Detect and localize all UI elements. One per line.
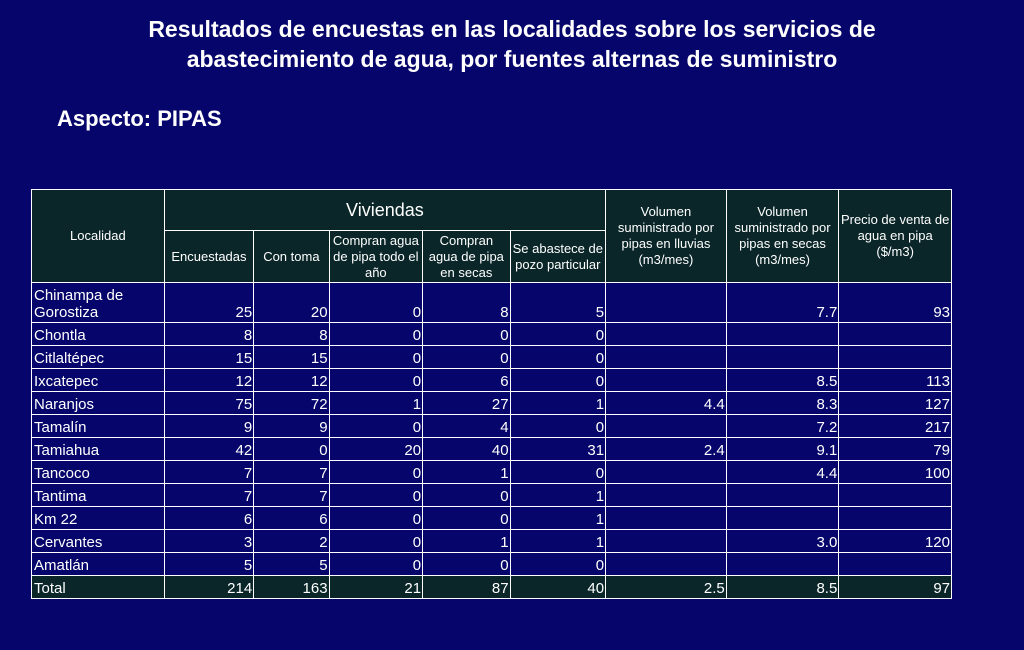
cell-compran-todo: 21 — [329, 576, 423, 599]
cell-compran-secas: 0 — [423, 484, 510, 507]
cell-con-toma: 7 — [254, 461, 329, 484]
cell-encuestadas: 9 — [164, 415, 253, 438]
cell-compran-todo: 0 — [329, 369, 423, 392]
cell-pozo: 0 — [510, 553, 606, 576]
table-row — [32, 415, 952, 438]
cell-pozo: 0 — [510, 346, 606, 369]
cell-precio: 127 — [839, 392, 952, 415]
cell-compran-todo: 0 — [329, 507, 423, 530]
cell-vol-lluvias: 4.4 — [606, 392, 727, 415]
table-row — [32, 346, 952, 369]
cell-localidad: Ixcatepec — [32, 369, 165, 392]
cell-con-toma: 2 — [254, 530, 329, 553]
cell-pozo: 1 — [510, 392, 606, 415]
cell-encuestadas: 12 — [164, 369, 253, 392]
cell-encuestadas: 6 — [164, 507, 253, 530]
cell-vol-secas: 8.3 — [726, 392, 839, 415]
header-encuestadas: Encuestadas — [164, 231, 253, 283]
cell-con-toma: 20 — [254, 283, 329, 323]
cell-vol-secas: 4.4 — [726, 461, 839, 484]
cell-localidad: Tamiahua — [32, 438, 165, 461]
cell-precio: 100 — [839, 461, 952, 484]
cell-encuestadas: 25 — [164, 283, 253, 323]
cell-localidad: Tantima — [32, 484, 165, 507]
cell-localidad: Km 22 — [32, 507, 165, 530]
cell-vol-secas: 7.2 — [726, 415, 839, 438]
table-row — [32, 484, 952, 507]
cell-pozo: 31 — [510, 438, 606, 461]
cell-encuestadas: 3 — [164, 530, 253, 553]
cell-vol-secas — [726, 346, 839, 369]
cell-con-toma: 7 — [254, 484, 329, 507]
cell-pozo: 0 — [510, 369, 606, 392]
cell-compran-todo: 0 — [329, 461, 423, 484]
cell-vol-lluvias — [606, 283, 727, 323]
cell-con-toma: 9 — [254, 415, 329, 438]
cell-precio: 113 — [839, 369, 952, 392]
header-localidad: Localidad — [32, 190, 165, 283]
cell-compran-secas: 6 — [423, 369, 510, 392]
cell-vol-secas: 7.7 — [726, 283, 839, 323]
cell-pozo: 5 — [510, 283, 606, 323]
cell-precio: 97 — [839, 576, 952, 599]
header-precio: Precio de venta de agua en pipa ($/m3) — [839, 190, 952, 283]
table-row — [32, 392, 952, 415]
cell-pozo: 0 — [510, 415, 606, 438]
header-vol-lluvias: Volumen suministrado por pipas en lluvias (m3/mes) — [606, 190, 727, 283]
cell-compran-secas: 8 — [423, 283, 510, 323]
table-row — [32, 438, 952, 461]
cell-compran-todo: 1 — [329, 392, 423, 415]
cell-compran-secas: 0 — [423, 553, 510, 576]
cell-con-toma: 72 — [254, 392, 329, 415]
cell-compran-secas: 0 — [423, 323, 510, 346]
cell-vol-lluvias — [606, 323, 727, 346]
cell-vol-secas: 8.5 — [726, 369, 839, 392]
cell-vol-lluvias — [606, 461, 727, 484]
cell-pozo: 0 — [510, 323, 606, 346]
cell-precio — [839, 484, 952, 507]
cell-localidad: Citlaltépec — [32, 346, 165, 369]
cell-vol-lluvias — [606, 553, 727, 576]
header-con-toma: Con toma — [254, 231, 329, 283]
cell-vol-secas — [726, 553, 839, 576]
cell-localidad: Cervantes — [32, 530, 165, 553]
cell-vol-lluvias: 2.5 — [606, 576, 727, 599]
table-row — [32, 507, 952, 530]
cell-compran-todo: 0 — [329, 283, 423, 323]
cell-vol-secas — [726, 484, 839, 507]
cell-vol-lluvias: 2.4 — [606, 438, 727, 461]
cell-encuestadas: 7 — [164, 484, 253, 507]
header-compran-secas: Compran agua de pipa en secas — [423, 231, 510, 283]
cell-vol-lluvias — [606, 530, 727, 553]
cell-con-toma: 5 — [254, 553, 329, 576]
cell-vol-lluvias — [606, 484, 727, 507]
cell-precio: 120 — [839, 530, 952, 553]
cell-vol-secas — [726, 323, 839, 346]
cell-vol-lluvias — [606, 369, 727, 392]
title-line-1: Resultados de encuestas en las localidades sobre los servicios de — [148, 16, 876, 42]
cell-vol-secas: 8.5 — [726, 576, 839, 599]
cell-compran-todo: 0 — [329, 346, 423, 369]
cell-precio — [839, 507, 952, 530]
cell-con-toma: 15 — [254, 346, 329, 369]
aspect-subtitle: Aspecto: PIPAS — [57, 106, 222, 131]
cell-precio — [839, 323, 952, 346]
header-pozo: Se abastece de pozo particular — [510, 231, 606, 283]
cell-precio: 217 — [839, 415, 952, 438]
cell-vol-lluvias — [606, 415, 727, 438]
cell-localidad: Amatlán — [32, 553, 165, 576]
table-row — [32, 283, 952, 323]
cell-pozo: 1 — [510, 484, 606, 507]
cell-precio: 93 — [839, 283, 952, 323]
cell-con-toma: 6 — [254, 507, 329, 530]
cell-compran-todo: 0 — [329, 530, 423, 553]
cell-pozo: 40 — [510, 576, 606, 599]
cell-vol-secas — [726, 507, 839, 530]
cell-compran-todo: 0 — [329, 415, 423, 438]
cell-con-toma: 0 — [254, 438, 329, 461]
cell-precio: 79 — [839, 438, 952, 461]
cell-encuestadas: 15 — [164, 346, 253, 369]
header-vol-secas: Volumen suministrado por pipas en secas (m3/mes) — [726, 190, 839, 283]
cell-vol-secas: 3.0 — [726, 530, 839, 553]
cell-compran-secas: 27 — [423, 392, 510, 415]
cell-compran-secas: 4 — [423, 415, 510, 438]
cell-compran-todo: 0 — [329, 484, 423, 507]
cell-compran-secas: 87 — [423, 576, 510, 599]
cell-encuestadas: 7 — [164, 461, 253, 484]
table-row — [32, 323, 952, 346]
title-line-2: abastecimiento de agua, por fuentes alternas de suministro — [186, 46, 838, 72]
header-compran-todo: Compran agua de pipa todo el año — [329, 231, 423, 283]
table-row — [32, 530, 952, 553]
cell-precio — [839, 346, 952, 369]
cell-vol-lluvias — [606, 346, 727, 369]
total-row — [32, 576, 952, 599]
cell-encuestadas: 214 — [164, 576, 253, 599]
cell-compran-secas: 40 — [423, 438, 510, 461]
cell-localidad: Naranjos — [32, 392, 165, 415]
survey-table — [31, 189, 952, 599]
cell-encuestadas: 5 — [164, 553, 253, 576]
cell-localidad: Tancoco — [32, 461, 165, 484]
cell-localidad: Tamalín — [32, 415, 165, 438]
cell-vol-lluvias — [606, 507, 727, 530]
cell-pozo: 1 — [510, 530, 606, 553]
cell-compran-secas: 1 — [423, 530, 510, 553]
cell-compran-todo: 0 — [329, 323, 423, 346]
cell-compran-secas: 0 — [423, 507, 510, 530]
table-row — [32, 461, 952, 484]
cell-localidad: Chontla — [32, 323, 165, 346]
cell-encuestadas: 8 — [164, 323, 253, 346]
table-body — [32, 283, 952, 599]
cell-con-toma: 8 — [254, 323, 329, 346]
slide-title — [0, 14, 1024, 74]
cell-con-toma: 12 — [254, 369, 329, 392]
cell-vol-secas: 9.1 — [726, 438, 839, 461]
cell-pozo: 1 — [510, 507, 606, 530]
header-viviendas: Viviendas — [164, 190, 605, 231]
cell-compran-todo: 20 — [329, 438, 423, 461]
cell-precio — [839, 553, 952, 576]
table-row — [32, 369, 952, 392]
cell-compran-todo: 0 — [329, 553, 423, 576]
cell-pozo: 0 — [510, 461, 606, 484]
cell-compran-secas: 1 — [423, 461, 510, 484]
cell-localidad: Total — [32, 576, 165, 599]
cell-con-toma: 163 — [254, 576, 329, 599]
cell-compran-secas: 0 — [423, 346, 510, 369]
table-row — [32, 553, 952, 576]
cell-encuestadas: 75 — [164, 392, 253, 415]
cell-encuestadas: 42 — [164, 438, 253, 461]
cell-localidad: Chinampa de Gorostiza — [32, 283, 165, 323]
